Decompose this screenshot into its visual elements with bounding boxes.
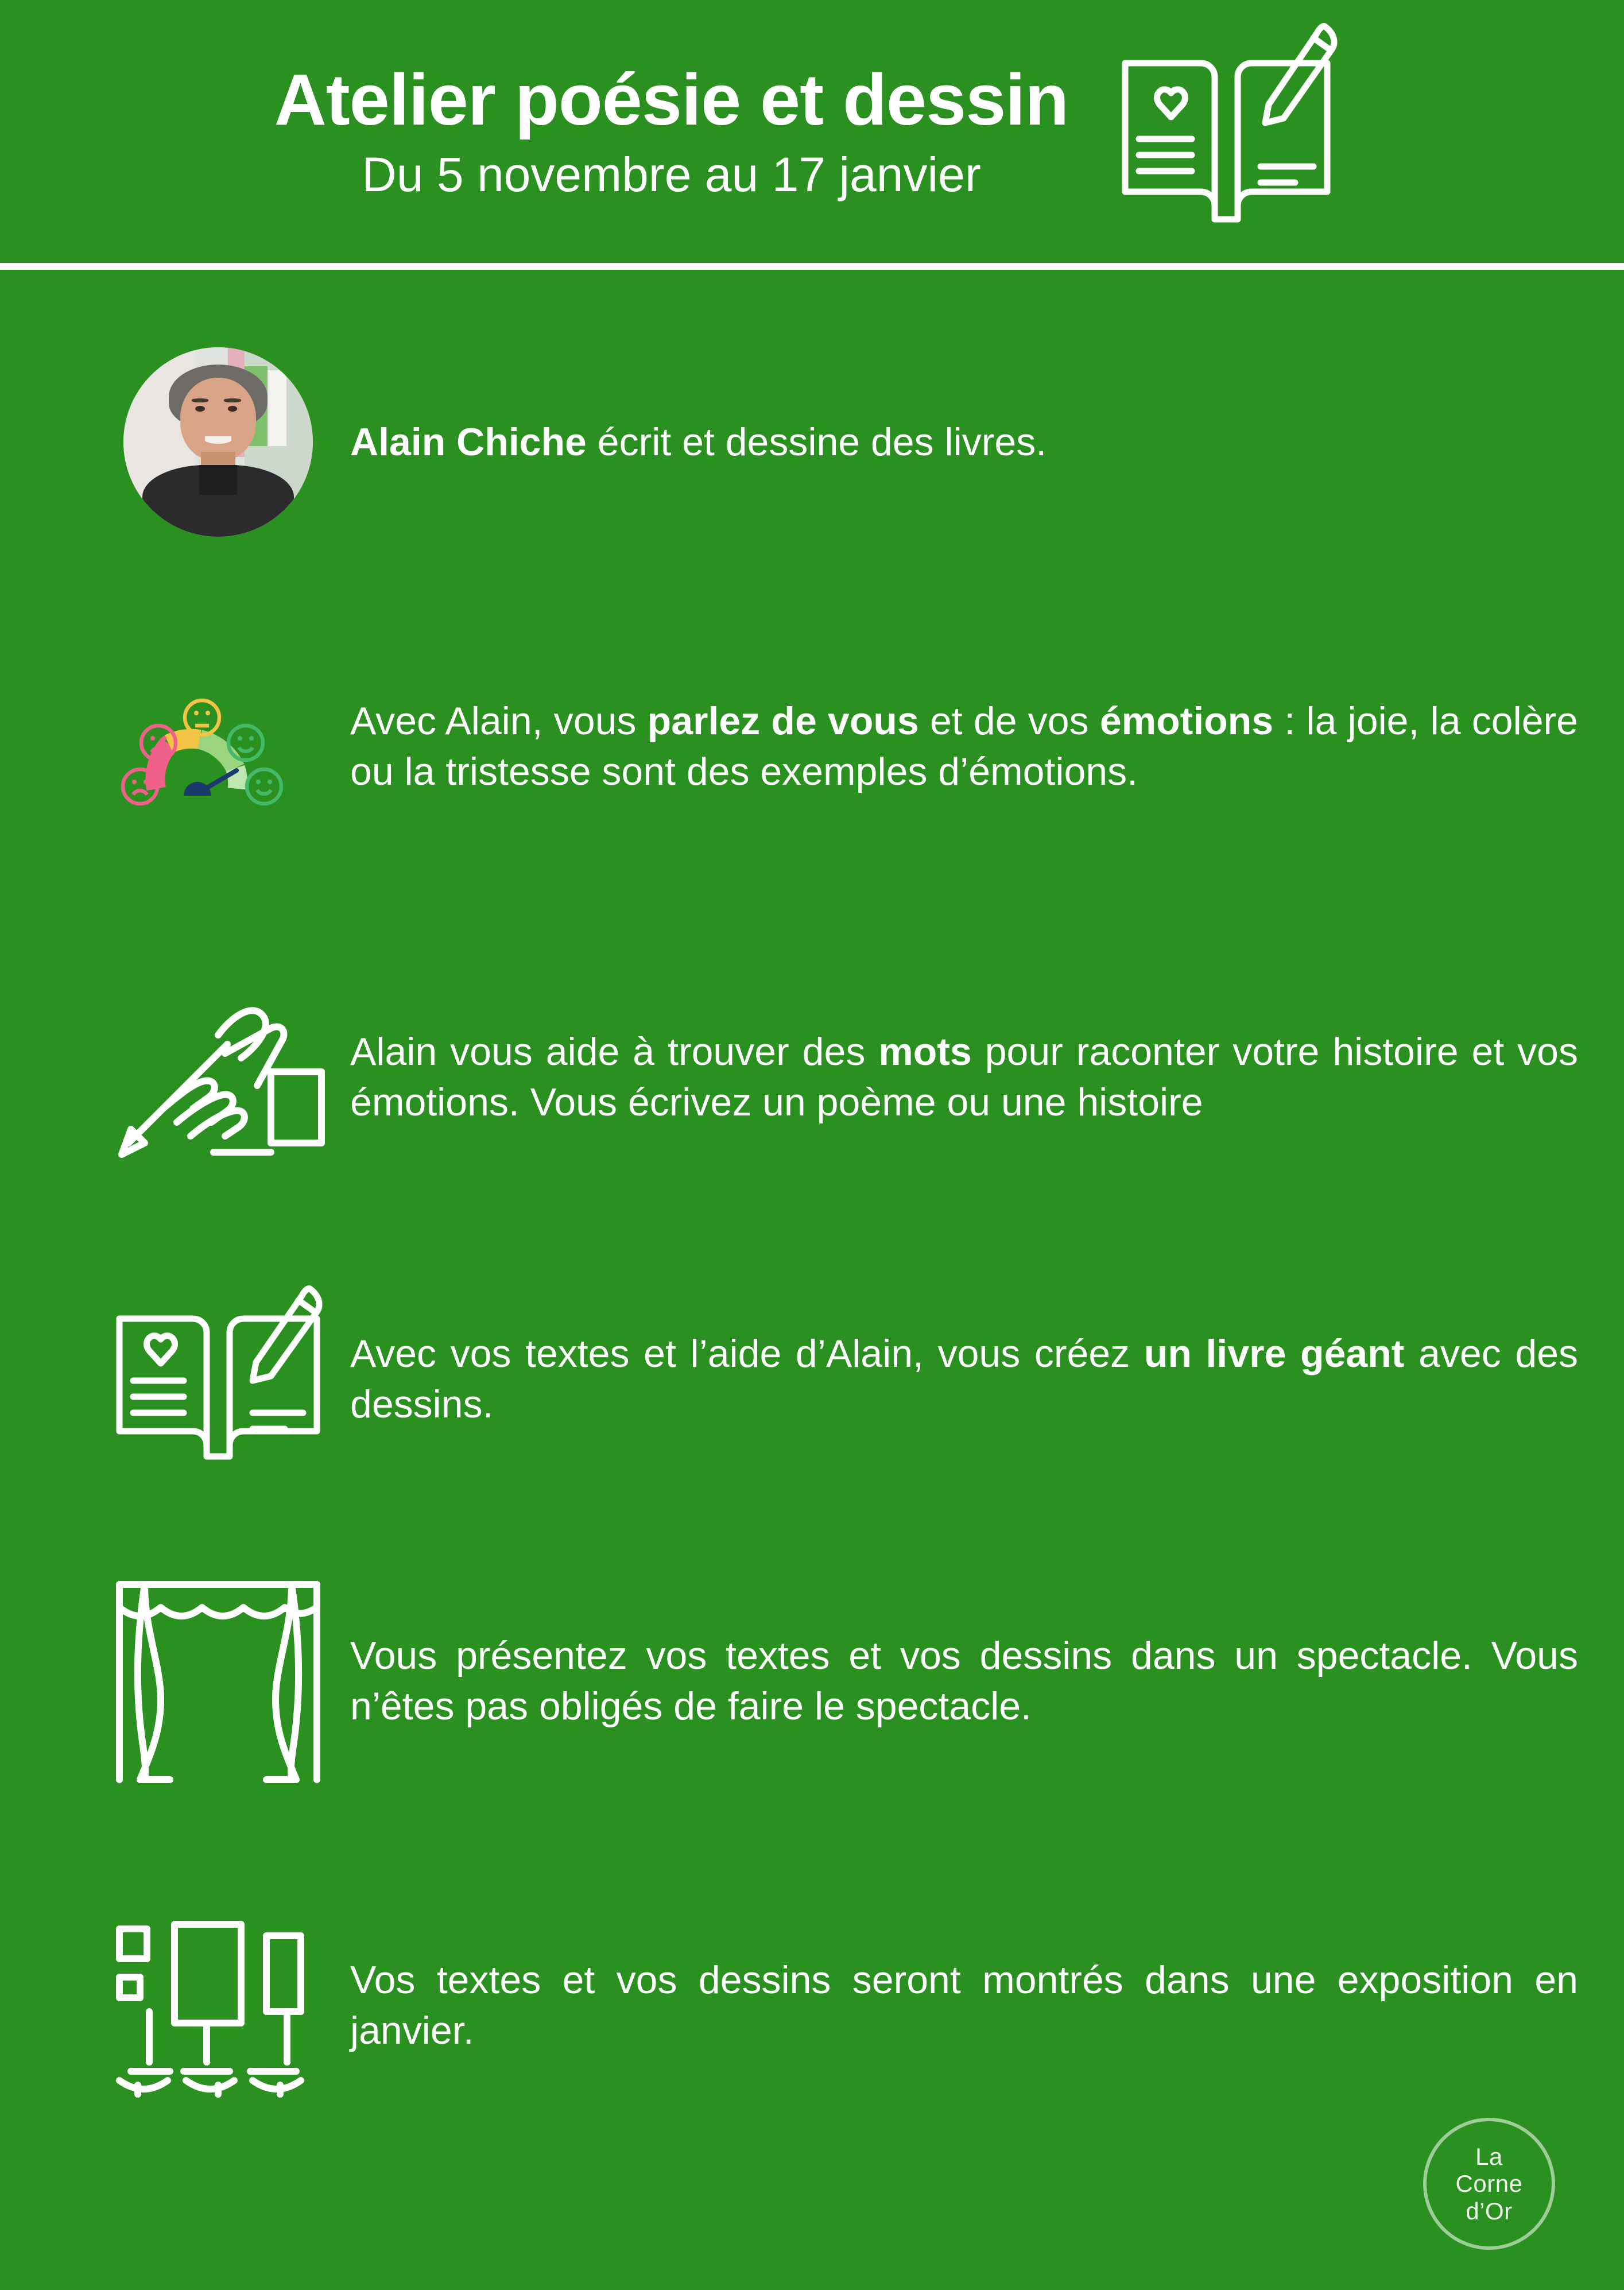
row-text-bold: un livre géant <box>1144 1331 1405 1375</box>
portrait-photo-alain-chiche <box>86 347 350 537</box>
logo-line-3: d’Or <box>1466 2197 1513 2225</box>
row-text-bold: parlez de vous <box>647 699 919 743</box>
row-text-plain: écrit et dessine des livres. <box>586 420 1047 464</box>
page-subtitle: Du 5 novembre au 17 janvier <box>362 147 981 202</box>
row-text <box>350 1955 1584 2056</box>
poster-header <box>0 0 1624 270</box>
emotion-gauge-icon <box>86 660 350 832</box>
list-item <box>0 304 1624 580</box>
row-text-plain: Avec vos textes et l’aide d’Alain, vous créez <box>350 1331 1144 1375</box>
row-text-plain: Alain vous aide à trouver des <box>350 1029 879 1074</box>
list-item <box>0 928 1624 1226</box>
open-book-with-heart-and-quill-icon <box>86 1284 350 1474</box>
row-text-bold: émotions <box>1099 699 1274 743</box>
row-text <box>350 1328 1584 1430</box>
row-text-plain: Avec Alain, vous <box>350 699 648 743</box>
row-text <box>350 417 1584 467</box>
row-text-plain: Vous présentez vos textes et vos dessins dans un spectacle. Vous n’êtes pas obligés de faire le spectacle. <box>350 1633 1578 1728</box>
row-text-plain: avec des dessins. <box>350 1331 1579 1426</box>
list-item <box>0 1870 1624 2140</box>
theatre-stage-curtain-icon <box>86 1566 350 1796</box>
list-item <box>0 1532 1624 1830</box>
row-text-plain: pour raconter votre histoire et vos émotions. Vous écrivez un poème ou une histoire <box>350 1029 1578 1124</box>
row-text-plain: : la joie, la colère ou la tristesse sont des exemples d’émotions. <box>350 699 1578 793</box>
logo-line-2: Corne <box>1455 2170 1523 2198</box>
list-item <box>0 586 1624 907</box>
poster-content <box>0 270 1624 2140</box>
open-book-with-heart-and-quill-icon <box>1103 11 1350 252</box>
list-item <box>0 1247 1624 1511</box>
header-text-block <box>274 59 1069 202</box>
row-text <box>350 1026 1584 1128</box>
avatar <box>123 347 313 537</box>
row-text <box>350 1630 1584 1732</box>
row-text-bold: mots <box>878 1029 972 1074</box>
row-text-plain: et de vos <box>918 699 1100 743</box>
row-text <box>350 696 1584 797</box>
hand-writing-with-pencil-icon <box>86 982 350 1172</box>
row-text-plain: Vos textes et vos dessins seront montrés dans une exposition en janvier. <box>350 1958 1578 2052</box>
exhibition-panels-icon <box>86 1911 350 2100</box>
page-title: Atelier poésie et dessin <box>274 59 1069 140</box>
logo-line-1: La <box>1475 2143 1503 2171</box>
row-text-bold: Alain Chiche <box>350 420 587 464</box>
la-corne-dor-logo <box>1423 2118 1555 2250</box>
